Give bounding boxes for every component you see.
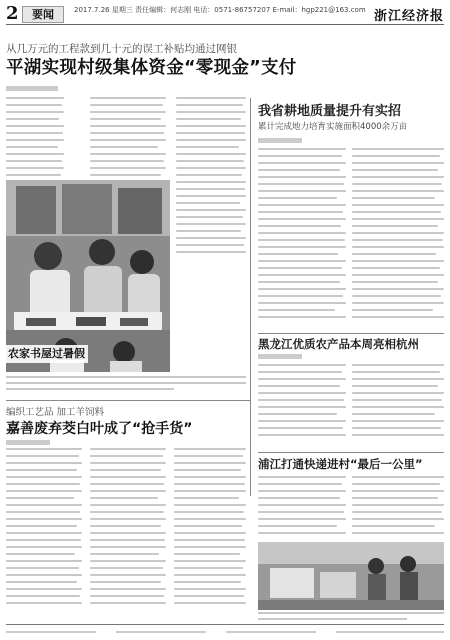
lead-kicker: 从几万元的工程款到几十元的误工补贴均通过网银 — [6, 43, 237, 55]
story4-kicker: 编织工艺品 加工羊饲料 — [6, 407, 105, 418]
footer-cell-4 — [336, 628, 444, 637]
story2-deck: 累计完成地力培育实施面积4000余万亩 — [258, 122, 408, 132]
library-photo — [6, 180, 170, 372]
photo-caption — [6, 376, 246, 396]
masthead-logo: 浙江经济报 — [373, 9, 444, 24]
story4-body-col1 — [6, 448, 82, 618]
story5-rule — [258, 452, 444, 453]
masthead — [6, 4, 444, 25]
story5-headline: 浦江打通快递进村“最后一公里” — [258, 457, 423, 471]
library-photo-sign: 农家书屋过暑假 — [6, 345, 88, 363]
footer-cell-3 — [226, 628, 316, 637]
story4-byline — [6, 440, 50, 445]
delivery-caption — [258, 612, 444, 622]
story3-rule — [258, 333, 444, 334]
story4-body-col2 — [90, 448, 166, 618]
delivery-photo — [258, 542, 444, 610]
story3-body-col1 — [258, 364, 346, 444]
lead-byline — [6, 86, 58, 91]
story2-body-col2 — [352, 148, 444, 328]
footer-cell-1 — [6, 628, 96, 637]
story3-body-col2 — [352, 364, 444, 444]
story5-body-col1 — [258, 476, 346, 538]
story3-headline: 黑龙江优质农产品本周亮相杭州 — [258, 337, 419, 351]
lead-body-col3 — [176, 97, 246, 267]
section-divider — [6, 400, 250, 401]
lead-headline: 平湖实现村级集体资金“零现金”支付 — [6, 58, 297, 78]
page-footer — [6, 624, 444, 639]
story4-headline: 嘉善废弃茭白叶成了“抢手货” — [6, 421, 193, 437]
story2-headline: 我省耕地质量提升有实招 — [258, 104, 402, 119]
story3-byline — [258, 354, 302, 359]
section-badge: 要闻 — [22, 6, 64, 23]
story4-body-col3 — [174, 448, 246, 618]
page-number: 2 — [6, 3, 19, 24]
column-rule — [250, 98, 251, 496]
library-photo-image — [6, 180, 170, 372]
delivery-photo-image — [258, 542, 444, 610]
masthead-info: 2017.7.26 星期三 责任编辑：何志刚 电话：0571-86757207 E-mail：hgp221@163.com — [74, 6, 366, 14]
story5-body-col2 — [352, 476, 444, 538]
footer-cell-2 — [116, 628, 206, 637]
story2-byline — [258, 138, 302, 143]
story2-body-col1 — [258, 148, 346, 328]
